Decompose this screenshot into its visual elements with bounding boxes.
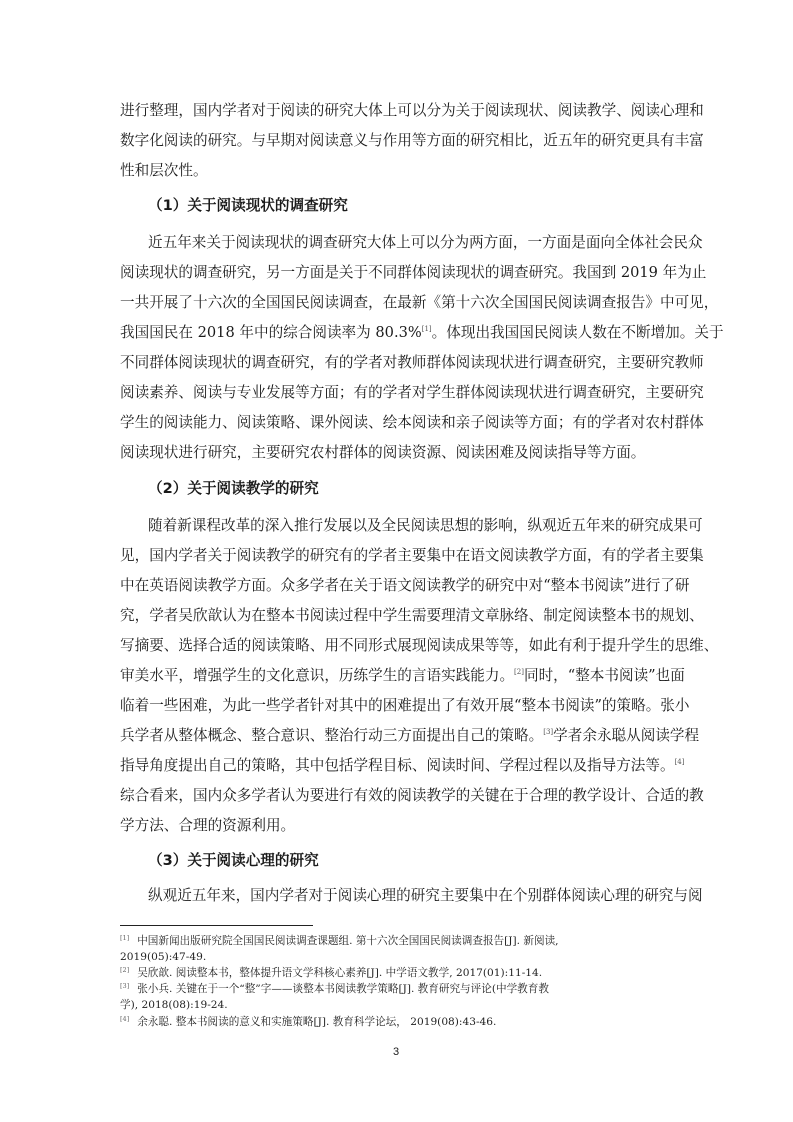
footnote-text: 吴欣歆. 阅读整本书，整体提升语文学科核心素养[J]. 中学语文教学, 2017(01):11-14. bbox=[137, 967, 543, 979]
citation-ref[interactable]: [3] bbox=[543, 728, 554, 736]
paragraph-line bbox=[120, 666, 685, 686]
paragraph-line: 阅读现状进行研究，主要研究农村群体的阅读资源、阅读困难及阅读指导等方面。 bbox=[120, 444, 646, 461]
footnote-separator bbox=[120, 925, 313, 926]
paragraph-line: 写摘要、选择合适的阅读策略、用不同形式展现阅读成果等等，如此有利于提升学生的思维、 bbox=[120, 637, 719, 654]
citation-ref[interactable]: [1] bbox=[421, 325, 432, 333]
paragraph-line bbox=[120, 726, 700, 746]
paragraph-line: 一共开展了十六次的全国国民阅读调查，在最新《第十六次全国国民阅读调查报告》中可见， bbox=[120, 294, 719, 311]
text-run: 指导角度提出自己的策略，其中包括学程目标、阅读时间、学程过程以及指导方法等。 bbox=[120, 757, 675, 774]
section-heading: （3）关于阅读心理的研究 bbox=[148, 852, 319, 869]
paragraph-line: 阅读现状的调查研究，另一方面是关于不同群体阅读现状的调查研究。我国到 2019 年为止 bbox=[120, 264, 707, 281]
text-run: 。体现出我国国民阅读人数在不断增加。关于 bbox=[431, 324, 724, 341]
paragraph-line: 纵观近五年来，国内学者对于阅读心理的研究主要集中在个别群体阅读心理的研究与阅 bbox=[148, 887, 703, 904]
footnote bbox=[120, 1015, 680, 1031]
footnote-text: 中国新闻出版研究院全国国民阅读调查课题组. 第十六次全国国民阅读调查报告[J]. 新阅读, bbox=[137, 935, 559, 947]
page-number: 3 bbox=[392, 1046, 400, 1058]
footnote-marker: [2] bbox=[120, 966, 130, 974]
paragraph-line: 性和层次性。 bbox=[120, 162, 208, 179]
paragraph-line: 究，学者吴欣歆认为在整本书阅读过程中学生需要理清文章脉络、制定阅读整本书的规划、 bbox=[120, 607, 704, 624]
paragraph-line: 阅读素养、阅读与专业发展等方面；有的学者对学生群体阅读现状进行调查研究，主要研究 bbox=[120, 384, 704, 401]
footnote bbox=[120, 966, 680, 982]
paragraph-line: 综合看来，国内众多学者认为要进行有效的阅读教学的关键在于合理的教学设计、合适的教 bbox=[120, 787, 704, 804]
paragraph-line bbox=[120, 323, 724, 343]
citation-ref[interactable]: [4] bbox=[674, 758, 685, 766]
paragraph-line: 随着新课程改革的深入推行发展以及全民阅读思想的影响，纵观近五年来的研究成果可 bbox=[148, 517, 703, 534]
paragraph-line: 不同群体阅读现状的调查研究，有的学者对教师群体阅读现状进行调查研究，主要研究教师 bbox=[120, 354, 704, 371]
footnote-marker: [1] bbox=[120, 934, 130, 942]
paragraph-line: 学生的阅读能力、阅读策略、课外阅读、绘本阅读和亲子阅读等方面；有的学者对农村群体 bbox=[120, 414, 704, 431]
paragraph-line: 近五年来关于阅读现状的调查研究大体上可以分为两方面，一方面是面向全体社会民众 bbox=[148, 234, 703, 251]
footnote-marker: [3] bbox=[120, 982, 130, 990]
section-heading: （2）关于阅读教学的研究 bbox=[148, 480, 319, 497]
text-run: 学者余永聪从阅读学程 bbox=[553, 727, 700, 744]
paragraph-line: 数字化阅读的研究。与早期对阅读意义与作用等方面的研究相比，近五年的研究更具有丰富 bbox=[120, 132, 704, 149]
paragraph-line: 临着一些困难，为此一些学者针对其中的困难提出了有效开展“整本书阅读”的策略。张小 bbox=[120, 697, 690, 714]
text-run: 审美水平，增强学生的文化意识，历练学生的言语实践能力。 bbox=[120, 667, 515, 684]
paragraph-line bbox=[120, 756, 685, 776]
footnote-marker: [4] bbox=[120, 1015, 130, 1023]
footnote-text: 余永聪. 整本书阅读的意义和实施策略[J]. 教育科学论坛， 2019(08):43-46. bbox=[137, 1016, 497, 1028]
text-run: 同时，“整本书阅读”也面 bbox=[523, 667, 685, 684]
section-heading: （1）关于阅读现状的调查研究 bbox=[148, 197, 348, 214]
text-run: 兵学者从整体概念、整合意识、整治行动三方面提出自己的策略。 bbox=[120, 727, 544, 744]
footnote bbox=[120, 982, 680, 998]
paragraph-line: 进行整理，国内学者对于阅读的研究大体上可以分为关于阅读现状、阅读教学、阅读心理和 bbox=[120, 102, 704, 119]
paragraph-line: 见，国内学者关于阅读教学的研究有的学者主要集中在语文阅读教学方面，有的学者主要集 bbox=[120, 547, 704, 564]
paragraph-line: 学方法、合理的资源利用。 bbox=[120, 817, 296, 834]
text-run: 我国国民在 2018 年中的综合阅读率为 80.3% bbox=[120, 324, 422, 341]
footnote bbox=[120, 934, 680, 950]
footnote-text: 张小兵. 关键在于一个“整”字——谈整本书阅读教学策略[J]. 教育研究与评论(中学教育教 bbox=[137, 983, 549, 995]
footnote-continuation: 2019(05):47-49. bbox=[120, 951, 207, 963]
footnote-continuation: 学), 2018(08):19-24. bbox=[120, 999, 228, 1011]
citation-ref[interactable]: [2] bbox=[514, 668, 524, 676]
paragraph-line: 中在英语阅读教学方面。众多学者在关于语文阅读教学的研究中对“整本书阅读”进行了研 bbox=[120, 577, 690, 594]
